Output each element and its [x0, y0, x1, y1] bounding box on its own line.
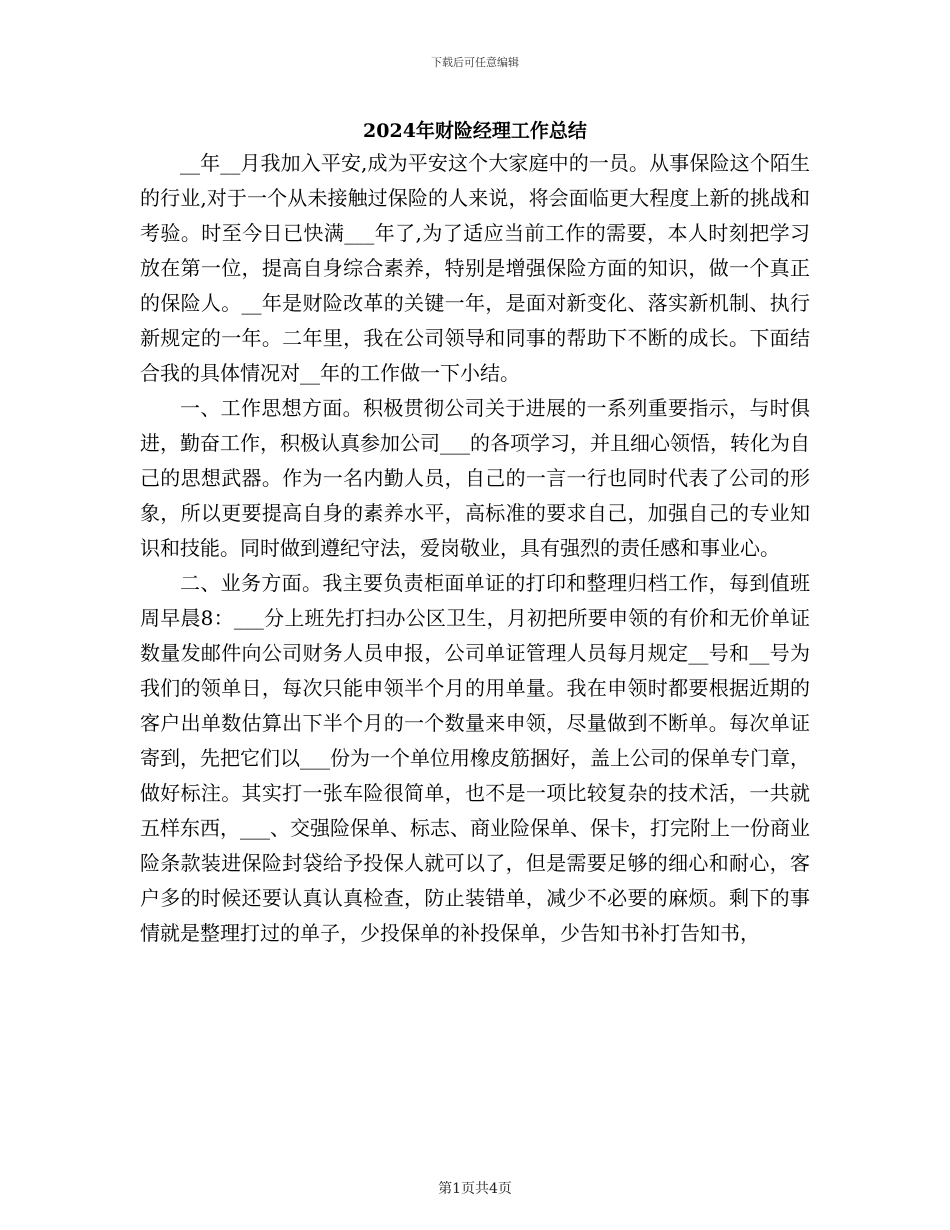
- paragraph: 二、业务方面。我主要负责柜面单证的打印和整理归档工作，每到值班周早晨8：___分上班先打扫办公区卫生，月初把所要申领的有价和无价单证数量发邮件向公司财务人员申报，公司单证管理人员每月规定__号和__号为我们的领单日，每次只能申领半个月的用单量。我在申领时都要根据近期的客户出单数估算出下半个月的一个数量来申领，尽量做到不断单。每次单证寄到，先把它们以___份为一个单位用橡皮筋捆好，盖上公司的保单专门章，做好标注。其实打一张车险很简单，也不是一项比较复杂的技术活，一共就五样东西，___、交强险保单、标志、商业险保单、保卡，打完附上一份商业险条款装进保险封袋给予投保人就可以了，但是需要足够的细心和耐心，客户多的时候还要认真认真检查，防止装错单，减少不必要的麻烦。剩下的事情就是整理打过的单子，少投保单的补投保单，少告知书补打告知书，: [140, 571, 810, 945]
- paragraph: __年__月我加入平安,成为平安这个大家庭中的一员。从事保险这个陌生的行业,对于一个从未接触过保险的人来说，将会面临更大程度上新的挑战和考验。时至今日已快满___年了,为了适应当前工作的需要，本人时刻把学习放在第一位，提高自身综合素养，特别是增强保险方面的知识，做一个真正的保险人。__年是财险改革的关键一年，是面对新变化、落实新机制、执行新规定的一年。二年里，我在公司领导和同事的帮助下不断的成长。下面结合我的具体情况对__年的工作做一下小结。: [140, 151, 810, 385]
- document-body: [140, 146, 810, 951]
- page-footer: 第1页共4页: [438, 1181, 512, 1197]
- document-title: 2024年财险经理工作总结: [363, 120, 587, 142]
- paragraph: 一、工作思想方面。积极贯彻公司关于进展的一系列重要指示，与时俱进，勤奋工作，积极认真参加公司___的各项学习，并且细心领悟，转化为自己的思想武器。作为一名内勤人员，自己的一言一行也同时代表了公司的形象，所以更要提高自身的素养水平，高标准的要求自己，加强自己的专业知识和技能。同时做到遵纪守法，爱岗敬业，具有强烈的责任感和事业心。: [140, 396, 810, 560]
- header-note: 下载后可任意编辑: [431, 56, 519, 69]
